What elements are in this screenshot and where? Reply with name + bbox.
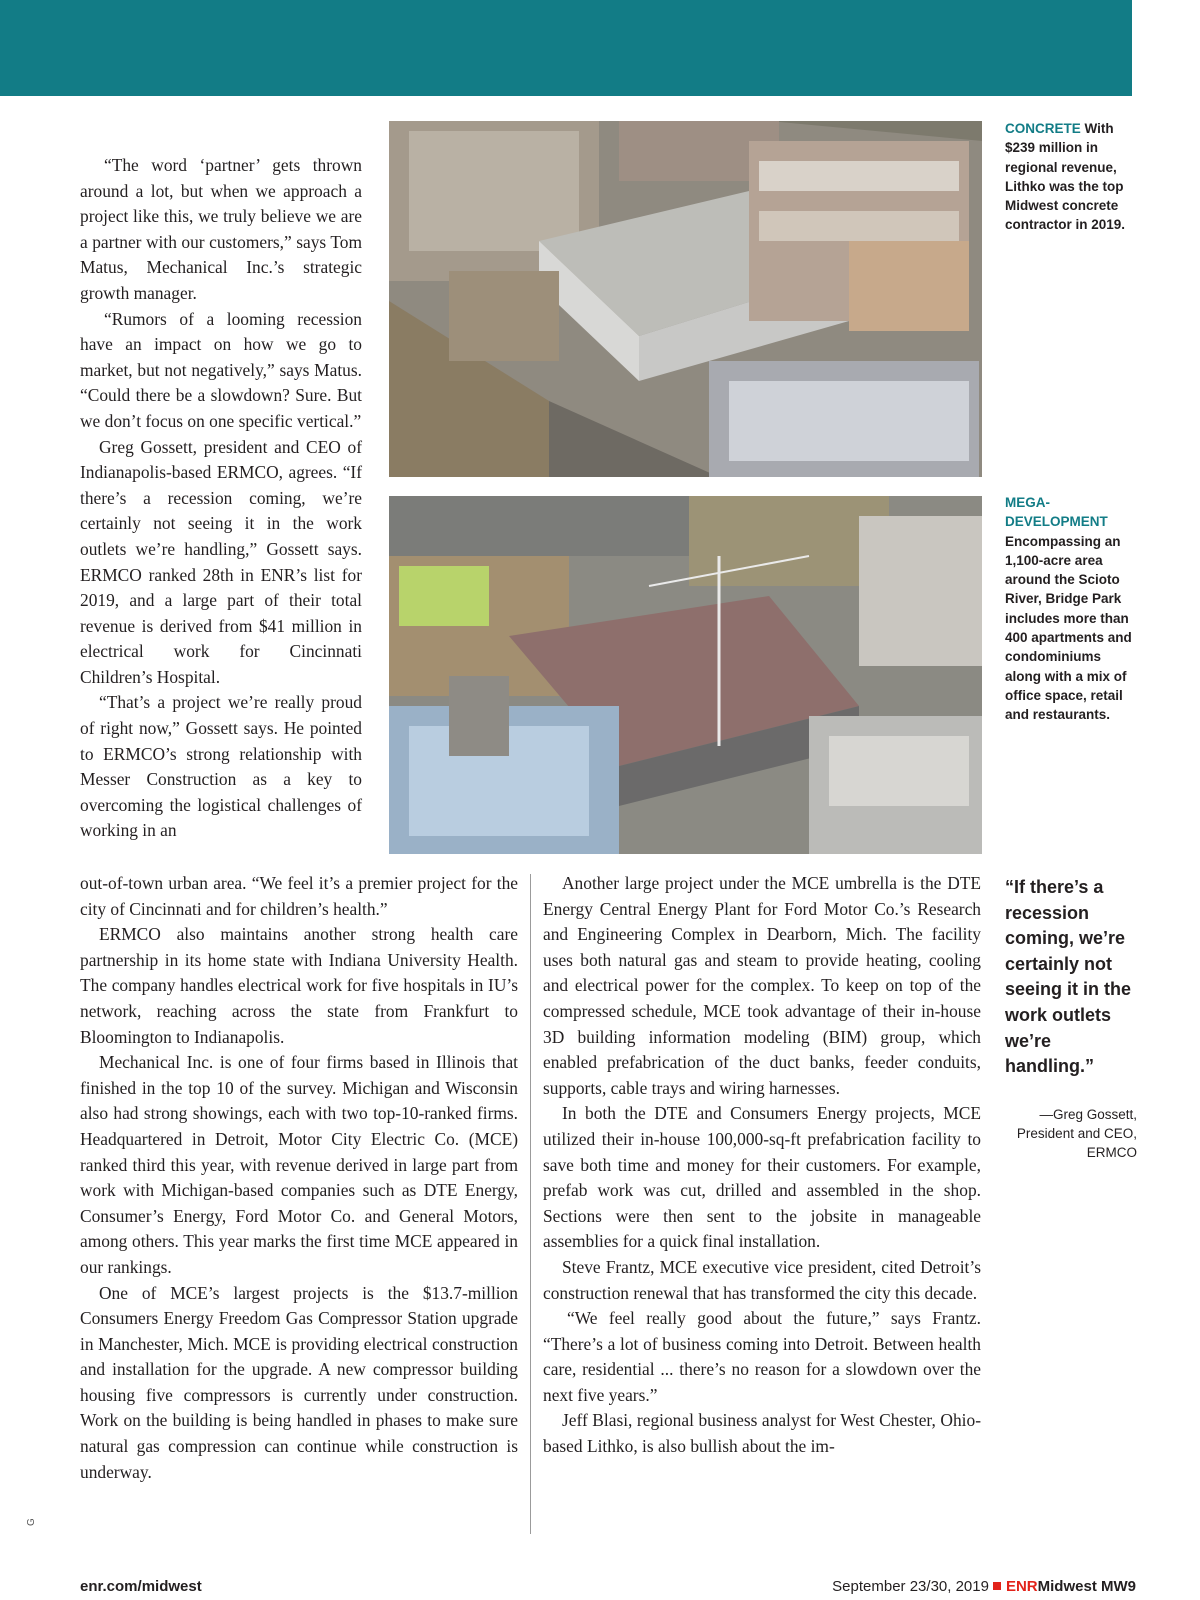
footer-folio bbox=[832, 1578, 1136, 1595]
paragraph: One of MCE’s largest projects is the $13.7-million Consumers Energy Freedom Gas Compressor Station upgrade in Manchester, Mich. MCE is providing electrical construction and installation for the upgrade. A new compressor building housing five compressors is currently under construction. Work on the building is being handled in phases to make sure natural gas compression can continue while construction is underway. bbox=[80, 1282, 518, 1482]
paragraph: “We feel really good about the future,” says Frantz. “There’s a lot of business coming into Detroit. Between health care, residential ... there’s no reason for a slowdown over the next five years.” bbox=[543, 1308, 981, 1405]
footer-brand-enr: ENR bbox=[1005, 1578, 1038, 1595]
pull-quote-attribution bbox=[1005, 1105, 1137, 1162]
photo-credit: G bbox=[26, 1518, 37, 1526]
caption-mega-development bbox=[1005, 493, 1137, 725]
column-divider bbox=[530, 874, 531, 1534]
paragraph: Greg Gossett, president and CEO of Indianapolis-based ERMCO, agrees. “If there’s a recession coming, we’re certainly not seeing it in the work outlets we’re handling,” Gossett says. ERMCO ranked 28th in ENR’s list for 2019, and a large part of their total revenue is derived from $41 million in electrical work for Cincinnati Children’s Hospital. bbox=[80, 436, 362, 687]
aerial-construction-photo bbox=[389, 121, 982, 477]
paragraph: Steve Frantz, MCE executive vice president, cited Detroit’s construction renewal that has transformed the city this decade. bbox=[543, 1256, 981, 1303]
attribution-title: President and CEO, ERMCO bbox=[1016, 1126, 1137, 1160]
footer-brand-midwest: Midwest bbox=[1037, 1578, 1097, 1595]
footer-date: September 23/30, 2019 bbox=[832, 1578, 989, 1595]
paragraph: “Rumors of a looming recession have an impact on how we go to market, but not negatively,” says Matus. “Could there be a slowdown? Sure. But we don’t focus on one specific vertical.” bbox=[80, 308, 362, 431]
paragraph: ERMCO also maintains another strong health care partnership in its home state with Indiana University Health. The company handles electrical work for five hospitals in IU’s network, reaching across the state from Frankfurt to Bloomington to Indianapolis. bbox=[80, 924, 518, 1047]
footer-url[interactable]: enr.com/midwest bbox=[80, 1578, 202, 1595]
paragraph: “That’s a project we’re really proud of right now,” Gossett says. He pointed to ERMCO’s strong relationship with Messer Construction as a key to overcoming the logistical challenges of working in an bbox=[80, 692, 362, 841]
paragraph-continued: out-of-town urban area. “We feel it’s a premier project for the city of Cincinnati and for children’s health.” bbox=[80, 873, 518, 919]
paragraph: Another large project under the MCE umbrella is the DTE Energy Central Energy Plant for Ford Motor Co.’s Research and Engineering Complex in Dearborn, Mich. The facility uses both natural gas and steam to provide heating, cooling and electrical power for the complex. To keep on top of the compressed schedule, MCE took advantage of their in-house 3D building information modeling (BIM) group, which enabled prefabrication of the duct banks, feeder conduits, supports, cable trays and wiring harnesses. bbox=[543, 873, 981, 1098]
article-column-2 bbox=[543, 871, 981, 1460]
footer-page-number: MW9 bbox=[1101, 1578, 1136, 1595]
paragraph: Mechanical Inc. is one of four firms based in Illinois that finished in the top 10 of the survey. Michigan and Wisconsin also had strong showings, each with two top-10-ranked firms. Headquartered in Detroit, Motor City Electric Co. (MCE) ranked third this year, with revenue derived in large part from work with Michigan-based companies such as DTE Energy, Consumer’s Energy, Ford Motor Co. and General Motors, among others. This year marks the first time MCE appeared in our rankings. bbox=[80, 1052, 518, 1277]
photo-lithko-concrete bbox=[389, 121, 982, 477]
caption-text: Encompassing an 1,100-acre area around the Scioto River, Bridge Park includes more than 400 apartments and condominiums along with a mix of office space, retail and restaurants. bbox=[1005, 533, 1132, 723]
header-band bbox=[0, 0, 1132, 96]
aerial-construction-photo bbox=[389, 496, 982, 854]
article-column-1-top bbox=[80, 153, 362, 844]
article-column-1-bottom bbox=[80, 871, 518, 1485]
paragraph: In both the DTE and Consumers Energy projects, MCE utilized their in-house 100,000-sq-ft prefabrication facility to save both time and money for their customers. For example, prefab work was cut, drilled and assembled in the shop. Sections were then sent to the jobsite in manageable assemblies for a quick final installation. bbox=[543, 1103, 981, 1252]
paragraph: “The word ‘partner’ gets thrown around a lot, but when we approach a project like this, we truly believe we are a partner with our customers,” says Tom Matus, Mechanical Inc.’s strategic growth manager. bbox=[80, 155, 362, 303]
pull-quote: “If there’s a recession coming, we’re certainly not seeing it in the work outlets we’re handling.” bbox=[1005, 877, 1132, 1077]
attribution-name: —Greg Gossett, bbox=[1039, 1107, 1137, 1122]
caption-kicker: MEGA-DEVELOPMENT bbox=[1005, 495, 1108, 530]
caption-concrete bbox=[1005, 119, 1137, 235]
photo-bridge-park bbox=[389, 496, 982, 854]
paragraph: Jeff Blasi, regional business analyst for West Chester, Ohio-based Lithko, is also bullish about the im- bbox=[543, 1410, 981, 1457]
red-square-icon bbox=[993, 1582, 1001, 1590]
caption-text: With $239 million in regional revenue, Lithko was the top Midwest concrete contractor in 2019. bbox=[1005, 121, 1126, 233]
caption-kicker: CONCRETE bbox=[1005, 121, 1081, 136]
